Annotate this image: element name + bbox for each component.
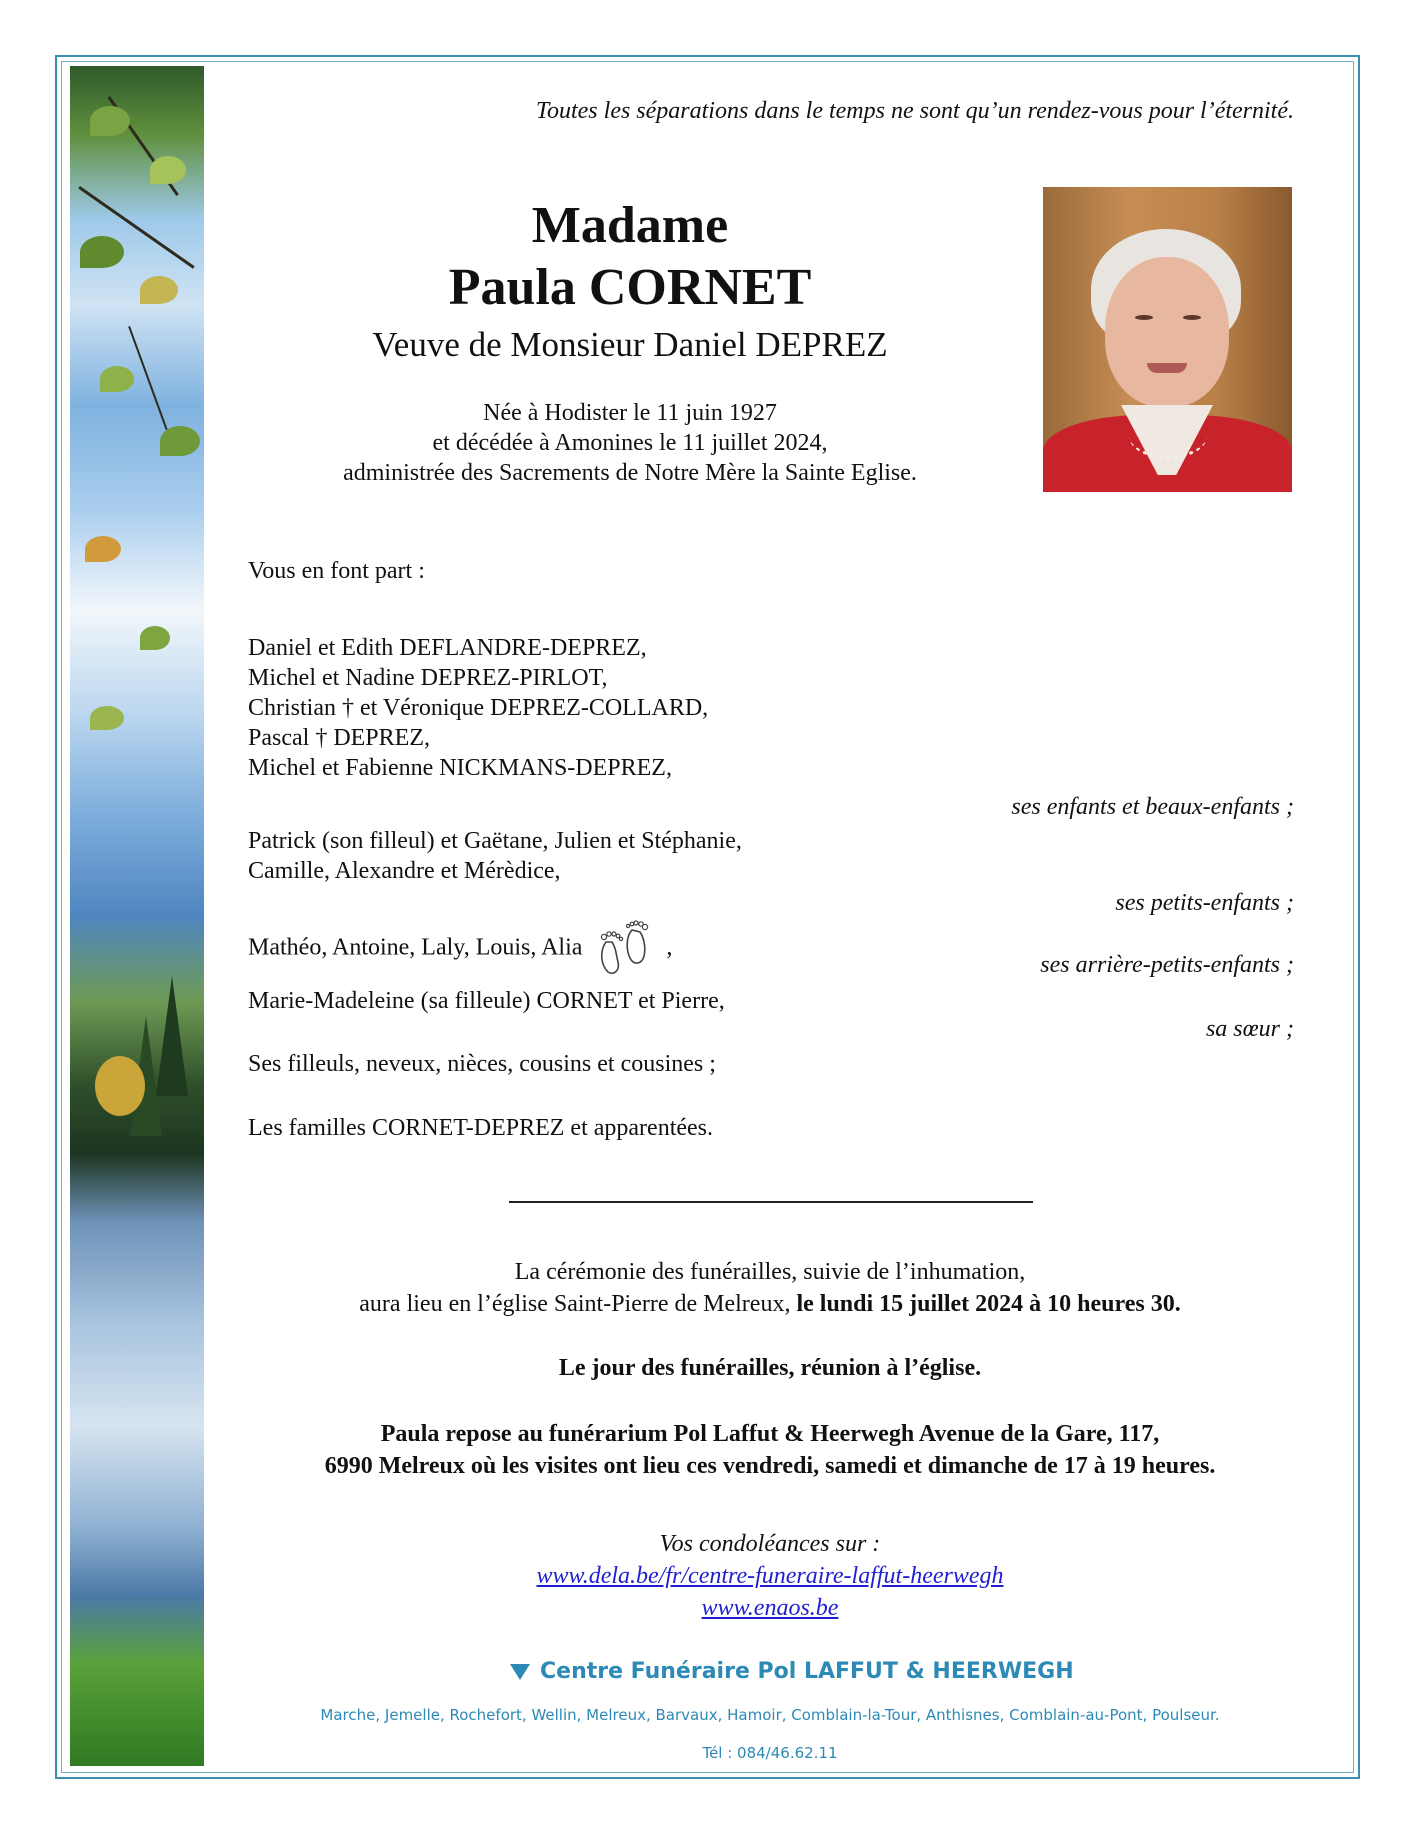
list-item: Pascal † DEPREZ, <box>248 725 430 751</box>
great-grandchildren-line <box>248 920 672 978</box>
death-line: et décédée à Amonines le 11 juillet 2024, <box>432 430 828 456</box>
meeting-line: Le jour des funérailles, réunion à l’église. <box>558 1355 982 1381</box>
triangle-down-icon <box>510 1664 530 1680</box>
birth-death-info <box>230 398 1030 488</box>
list-item: Patrick (son filleul) et Gaëtane, Julien et Stéphanie, <box>248 828 742 854</box>
list-item: Christian † et Véronique DEPREZ-COLLARD, <box>248 695 709 721</box>
condolences-block <box>230 1528 1310 1624</box>
great-grandchildren-suffix: , <box>666 934 673 961</box>
repose-block <box>230 1418 1310 1482</box>
spouse-line: Veuve de Monsieur Daniel DEPREZ <box>372 325 888 364</box>
birth-line: Née à Hodister le 11 juin 1927 <box>483 400 777 426</box>
sister-role: sa sœur ; <box>1205 1016 1294 1042</box>
quote: Toutes les séparations dans le temps ne sont qu’un rendez-vous pour l’éternité. <box>535 98 1294 124</box>
intro-text: Vous en font part : <box>248 558 425 584</box>
repose-line-1: Paula repose au funérarium Pol Laffut & Heerwegh Avenue de la Gare, 117, <box>380 1421 1160 1447</box>
great-grandchildren-names: Mathéo, Antoine, Laly, Louis, Alia <box>248 934 583 961</box>
funeral-home-phone: Tél : 084/46.62.11 <box>702 1744 838 1762</box>
grandchildren-role: ses petits-enfants ; <box>1115 890 1294 916</box>
list-item: Camille, Alexandre et Mérèdice, <box>248 858 561 884</box>
nature-side-image <box>70 66 204 1766</box>
ceremony-place: aura lieu en l’église Saint-Pierre de Melreux, <box>359 1291 791 1317</box>
funeral-home-towns: Marche, Jemelle, Rochefort, Wellin, Melreux, Barvaux, Hamoir, Comblain-la-Tour, Anthisnes, Comblain-au-Pont, Poulseur. <box>320 1706 1220 1724</box>
ceremony-date: le lundi 15 juillet 2024 à 10 heures 30. <box>796 1291 1181 1317</box>
grandchildren-list <box>248 826 742 886</box>
funeral-home-name: Centre Funéraire Pol LAFFUT & HEERWEGH <box>510 1659 1074 1684</box>
repose-line-2: 6990 Melreux où les visites ont lieu ces vendredi, samedi et dimanche de 17 à 19 heures. <box>324 1453 1216 1479</box>
ceremony-line-2 <box>230 1288 1310 1320</box>
separator-line <box>509 1201 1033 1203</box>
sister-line: Marie-Madeleine (sa filleule) CORNET et Pierre, <box>248 988 725 1014</box>
ceremony-line-1: La cérémonie des funérailles, suivie de l’inhumation, <box>514 1259 1026 1285</box>
condolences-link-dela[interactable]: www.dela.be/fr/centre-funeraire-laffut-heerwegh <box>536 1563 1004 1589</box>
portrait-photo <box>1043 187 1292 492</box>
list-item: Daniel et Edith DEFLANDRE-DEPREZ, <box>248 635 647 661</box>
deceased-name: Paula CORNET <box>448 259 812 316</box>
great-grandchildren-role: ses arrière-petits-enfants ; <box>1040 952 1294 978</box>
title-block <box>230 196 1030 370</box>
list-item: Michel et Fabienne NICKMANS-DEPREZ, <box>248 755 672 781</box>
ceremony-block <box>230 1256 1310 1320</box>
children-list <box>248 633 708 783</box>
others-line: Ses filleuls, neveux, nièces, cousins et cousines ; <box>248 1051 716 1077</box>
families-line: Les familles CORNET-DEPREZ et apparentées. <box>248 1115 713 1141</box>
list-item: Michel et Nadine DEPREZ-PIRLOT, <box>248 665 608 691</box>
sacraments-line: administrée des Sacrements de Notre Mère la Sainte Eglise. <box>343 460 917 486</box>
condolences-label: Vos condoléances sur : <box>659 1531 881 1557</box>
title-honorific: Madame <box>531 197 729 254</box>
baby-feet-icon <box>594 920 654 978</box>
children-role: ses enfants et beaux-enfants ; <box>1011 794 1294 820</box>
condolences-link-enaos[interactable]: www.enaos.be <box>701 1595 839 1621</box>
